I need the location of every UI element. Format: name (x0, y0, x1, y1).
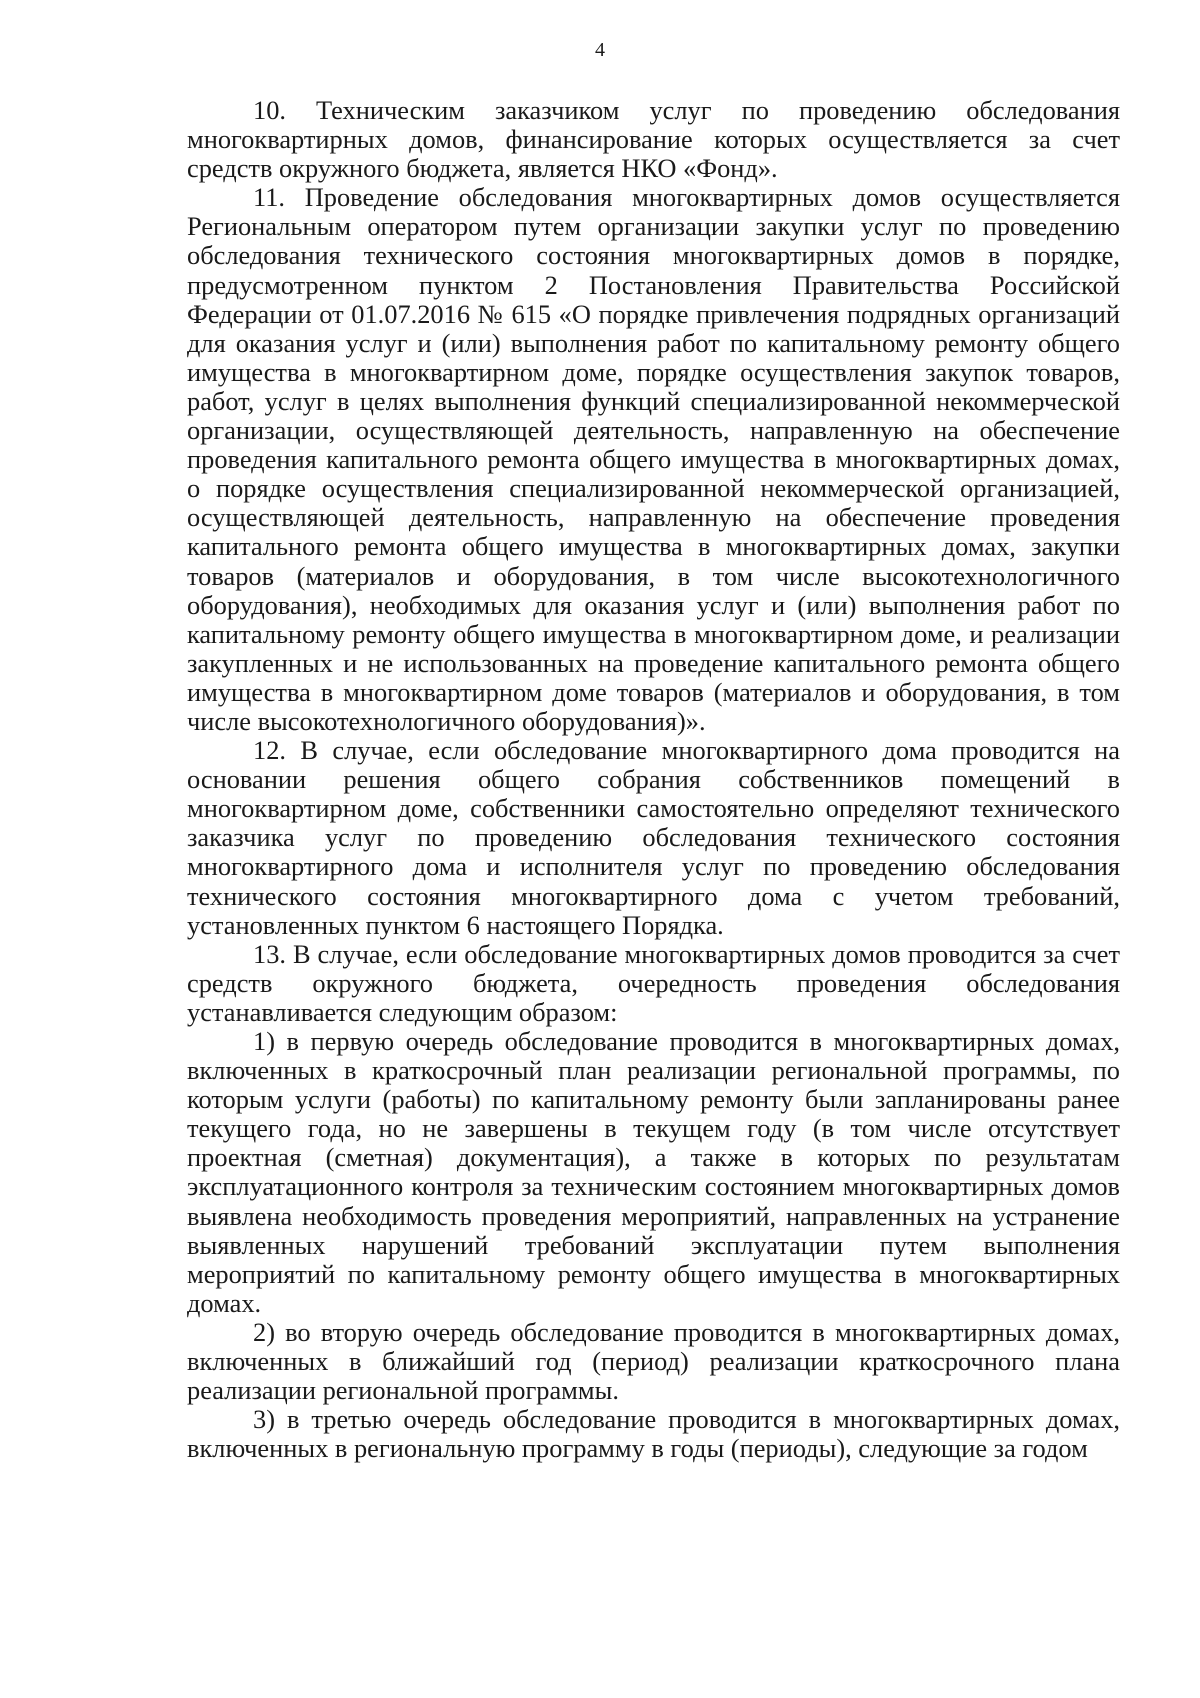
document-body (187, 96, 1120, 1463)
list-item-2: 2) во вторую очередь обследование проводится в многоквартирных домах, включенных в ближайший год (период) реализации краткосрочного плана реализации региональной программы. (187, 1316, 1120, 1406)
paragraph-12: 12. В случае, если обследование многоквартирного дома проводится на основании решения общего собрания собственников помещений в многоквартирном доме, собственники самостоятельно определяют технического заказчика услуг по проведению обследования технического состояния многоквартирного дома и исполнителя услуг по проведению обследования технического состояния многоквартирного дома с учетом требований, установленных пунктом 6 настоящего Порядка. (187, 735, 1120, 940)
paragraph-13: 13. В случае, если обследование многоквартирных домов проводится за счет средств окружного бюджета, очередность проведения обследования устанавливается следующим образом: (187, 938, 1120, 1027)
list-item-3: 3) в третью очередь обследование проводится в многоквартирных домах, включенных в региональную программу в годы (периоды), следующие за годом (187, 1404, 1120, 1464)
paragraph-10: 10. Техническим заказчиком услуг по проведению обследования многоквартирных домов, финансирование которых осуществляется за счет средств окружного бюджета, является НКО «Фонд». (187, 95, 1120, 184)
paragraph-11: 11. Проведение обследования многоквартирных домов осуществляется Региональным оператором путем организации закупки услуг по проведению обследования технического состояния многоквартирных домов в порядке, предусмотренном пунктом 2 Постановления Правительства Российской Федерации от 01.07.2016 № 615 «О порядке привлечения подрядных организаций для оказания услуг и (или) выполнения работ по капитальному ремонту общего имущества в многоквартирном доме, порядке осуществления закупок товаров, работ, услуг в целях выполнения функций специализированной некоммерческой организации, осуществляющей деятельность, направленную на обеспечение проведения капитального ремонта общего имущества в многоквартирных домах, о порядке осуществления специализированной некоммерческой организацией, осуществляющей деятельность, направленную на обеспечение проведения капитального ремонта общего имущества в многоквартирных домах, закупки товаров (материалов и оборудования, в том числе высокотехнологичного оборудования), необходимых для оказания услуг и (или) выполнения работ по капитальному ремонту общего имущества в многоквартирном доме, и реализации закупленных и не использованных на проведение капитального ремонта общего имущества в многоквартирном доме товаров (материалов и оборудования, в том числе высокотехнологичного оборудования)». (187, 182, 1120, 736)
list-item-1: 1) в первую очередь обследование проводится в многоквартирных домах, включенных в краткосрочный план реализации региональной программы, по которым услуги (работы) по капитальному ремонту были запланированы ранее текущего года, но не завершены в текущем году (в том числе отсутствует проектная (сметная) документация), а также в которых по результатам эксплуатационного контроля за техническим состоянием многоквартирных домов выявлена необходимость проведения мероприятий, направленных на устранение выявленных нарушений требований эксплуатации путем выполнения мероприятий по капитальному ремонту общего имущества в многоквартирных домах. (187, 1026, 1120, 1318)
page-number: 4 (595, 39, 605, 61)
